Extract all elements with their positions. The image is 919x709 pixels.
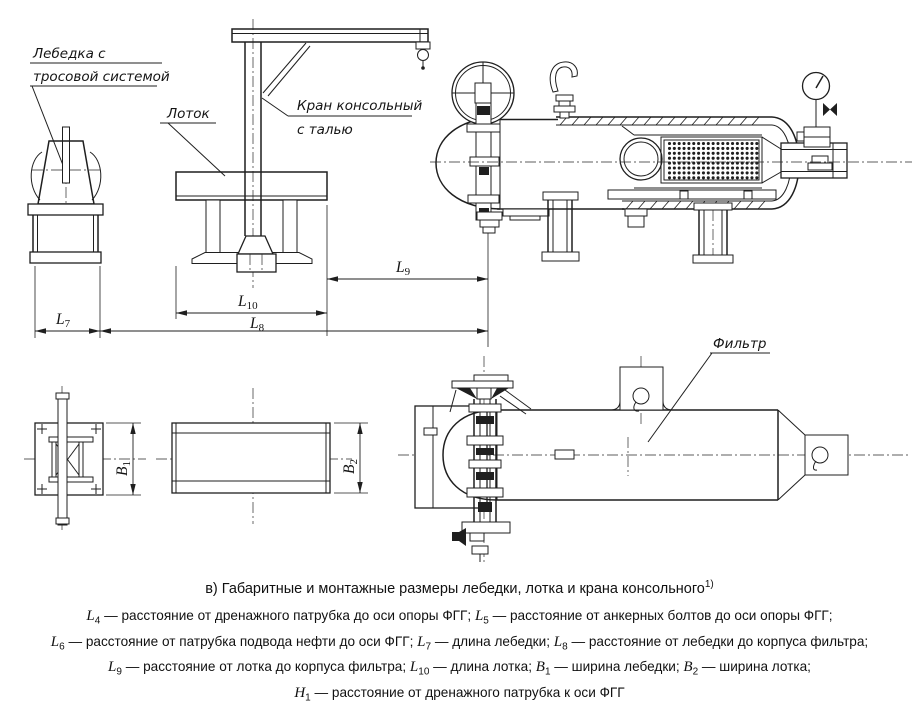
crane-label-line2: с талью <box>297 122 353 138</box>
tray-front-view <box>176 172 327 272</box>
crane-label <box>262 98 423 138</box>
dim-label-B1: B1 <box>114 461 133 476</box>
lifting-lug <box>612 367 671 411</box>
legend-line-2: $L_6$ — расстояние от патрубка подвода нефти до оси ФГГ; $L_7$ — длина лебедки; $L_8$ — расстояние от лебедки до корпуса фильтра; <box>50 633 869 653</box>
winch-label <box>30 46 170 178</box>
winch-label-line2: тросовой системой <box>33 69 170 85</box>
filter-label-text: Фильтр <box>713 336 767 352</box>
tray-top-view <box>156 388 368 524</box>
winch-front-view <box>28 127 103 263</box>
filter-top-view <box>398 356 908 562</box>
crane-hook-trolley <box>416 42 430 70</box>
lifting-hook <box>550 62 577 118</box>
crane-label-line1: Кран консольный <box>297 98 423 114</box>
dim-label-L10: L10 <box>238 293 258 312</box>
perforated-basket <box>661 137 781 183</box>
dim-label-L9: L9 <box>396 259 411 278</box>
winch-top-view <box>24 386 146 532</box>
winch-label-line1: Лебедка с <box>33 46 106 62</box>
support-leg-1 <box>542 192 579 261</box>
dim-label-L7: L7 <box>56 311 71 330</box>
drain-nozzle-left <box>477 212 502 233</box>
legend-line-1: $L_4$ — расстояние от дренажного патрубка до оси опоры ФГГ; $L_5$ — расстояние от анкерных болтов до оси опоры ФГГ; <box>86 607 833 627</box>
tray-label <box>160 106 225 176</box>
tray-leader-line <box>168 123 225 176</box>
manhole-flange <box>620 138 662 180</box>
footnote-marker: 1) <box>704 579 714 590</box>
legend-line-4: $H_1$ — расстояние от дренажного патрубка к оси ФГГ <box>294 684 625 704</box>
figure-caption: в) Габаритные и монтажные размеры лебедки, лотка и крана консольного$^{1)}$ <box>205 579 714 597</box>
legend-line-3: $L_9$ — расстояние от лотка до корпуса фильтра; $L_{10}$ — длина лотка; $B_1$ — ширина лебедки; $B_2$ — ширина лотка; <box>108 659 811 678</box>
dim-label-L8: L8 <box>250 315 265 334</box>
crane-leader-line <box>262 98 288 116</box>
filter-label <box>648 336 770 442</box>
support-leg-2 <box>693 203 733 263</box>
tray-label-text: Лоток <box>167 106 210 122</box>
filter-cutaway-view <box>430 62 912 263</box>
dimension-legend <box>0 606 919 709</box>
drain-nozzle-mid <box>625 209 647 227</box>
dim-label-B2: B2 <box>341 459 360 474</box>
